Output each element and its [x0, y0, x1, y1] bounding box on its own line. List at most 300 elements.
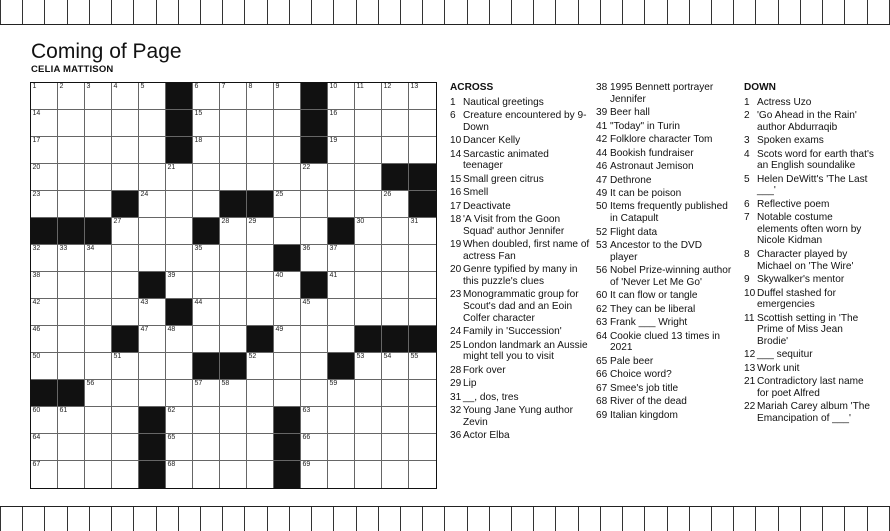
down-clue[interactable] [744, 212, 876, 247]
grid-cell[interactable] [58, 407, 85, 434]
black-square [382, 326, 409, 353]
grid-cell[interactable] [301, 326, 328, 353]
grid-cell[interactable] [31, 164, 58, 191]
black-square [58, 380, 85, 407]
clue-number: 19 [450, 239, 462, 251]
across-clue[interactable] [596, 107, 732, 119]
down-clue[interactable] [744, 313, 876, 348]
grid-cell[interactable] [274, 353, 301, 380]
across-clue[interactable] [596, 148, 732, 160]
grid-cell[interactable] [328, 461, 355, 488]
grid-cell[interactable] [382, 380, 409, 407]
down-clue[interactable] [744, 97, 876, 109]
grid-cell[interactable] [220, 434, 247, 461]
across-clue[interactable] [450, 135, 590, 147]
grid-cell[interactable] [112, 83, 139, 110]
cell-number: 19 [329, 137, 338, 144]
grid-cell[interactable] [301, 164, 328, 191]
grid-cell[interactable] [31, 110, 58, 137]
across-clue[interactable] [596, 240, 732, 263]
grid-cell[interactable] [382, 407, 409, 434]
grid-cell[interactable] [382, 110, 409, 137]
grid-cell[interactable] [31, 407, 58, 434]
cell-number: 17 [32, 137, 41, 144]
clue-number: 14 [450, 148, 462, 160]
grid-cell[interactable] [139, 245, 166, 272]
cell-number: 64 [32, 434, 41, 441]
grid-cell[interactable] [355, 407, 382, 434]
grid-cell[interactable] [355, 218, 382, 245]
grid-cell[interactable] [247, 164, 274, 191]
grid-cell[interactable] [58, 461, 85, 488]
grid-cell[interactable] [301, 407, 328, 434]
across-clue[interactable] [450, 201, 590, 213]
grid-cell[interactable] [328, 191, 355, 218]
grid-cell[interactable] [274, 110, 301, 137]
grid-cell[interactable] [220, 407, 247, 434]
grid-cell[interactable] [382, 353, 409, 380]
grid-cell[interactable] [139, 83, 166, 110]
cell-number: 69 [302, 461, 311, 468]
across-clue[interactable] [596, 161, 732, 173]
across-clue[interactable] [596, 175, 732, 187]
grid-cell[interactable] [328, 434, 355, 461]
clue-text: Choice word? [610, 369, 672, 381]
grid-cell[interactable] [355, 272, 382, 299]
grid-cell[interactable] [301, 191, 328, 218]
cell-number: 53 [356, 353, 365, 360]
grid-cell[interactable] [58, 164, 85, 191]
grid-cell[interactable] [220, 461, 247, 488]
grid-cell[interactable] [301, 299, 328, 326]
grid-cell[interactable] [247, 380, 274, 407]
grid-cell[interactable] [166, 272, 193, 299]
grid-cell[interactable] [328, 326, 355, 353]
across-clue[interactable] [596, 134, 732, 146]
grid-cell[interactable] [220, 218, 247, 245]
grid-cell[interactable] [355, 110, 382, 137]
across-clue[interactable] [596, 227, 732, 239]
across-clue[interactable] [450, 174, 590, 186]
grid-cell[interactable] [112, 434, 139, 461]
grid-cell[interactable] [382, 434, 409, 461]
across-clue[interactable] [596, 356, 732, 368]
grid-cell[interactable] [139, 191, 166, 218]
grid-cell[interactable] [31, 434, 58, 461]
grid-cell[interactable] [409, 407, 436, 434]
grid-cell[interactable] [409, 218, 436, 245]
grid-cell[interactable] [274, 272, 301, 299]
across-clue[interactable] [450, 392, 590, 404]
grid-cell[interactable] [31, 137, 58, 164]
clue-number: 68 [596, 396, 608, 408]
grid-cell[interactable] [247, 110, 274, 137]
clue-number: 63 [596, 317, 608, 329]
black-square [139, 272, 166, 299]
down-clue[interactable] [744, 288, 876, 311]
grid-cell[interactable] [193, 407, 220, 434]
across-clue[interactable] [450, 289, 590, 324]
clue-text: Cookie clued 13 times in 2021 [610, 330, 720, 354]
grid-cell[interactable] [139, 110, 166, 137]
grid-cell[interactable] [193, 299, 220, 326]
cell-number: 57 [194, 380, 203, 387]
grid-cell[interactable] [328, 83, 355, 110]
grid-cell[interactable] [220, 245, 247, 272]
cell-number: 50 [32, 353, 41, 360]
grid-cell[interactable] [409, 353, 436, 380]
grid-cell[interactable] [328, 110, 355, 137]
grid-cell[interactable] [58, 191, 85, 218]
grid-cell[interactable] [247, 353, 274, 380]
cell-number: 39 [167, 272, 176, 279]
clue-text: Helen DeWitt's 'The Last ___' [757, 173, 868, 197]
grid-cell[interactable] [139, 137, 166, 164]
grid-cell[interactable] [328, 272, 355, 299]
grid-cell[interactable] [166, 461, 193, 488]
grid-cell[interactable] [328, 137, 355, 164]
grid-cell[interactable] [31, 245, 58, 272]
grid-cell[interactable] [382, 137, 409, 164]
grid-cell[interactable] [301, 353, 328, 380]
grid-cell[interactable] [301, 434, 328, 461]
grid-cell[interactable] [85, 353, 112, 380]
across-clue[interactable] [596, 410, 732, 422]
grid-cell[interactable] [409, 272, 436, 299]
grid-cell[interactable] [193, 191, 220, 218]
black-square [274, 245, 301, 272]
grid-cell[interactable] [166, 407, 193, 434]
grid-cell[interactable] [166, 245, 193, 272]
grid-cell[interactable] [220, 164, 247, 191]
down-clue[interactable] [744, 401, 876, 424]
grid-cell[interactable] [247, 407, 274, 434]
grid-cell[interactable] [328, 299, 355, 326]
cell-number: 10 [329, 83, 338, 90]
down-clue[interactable] [744, 199, 876, 211]
grid-cell[interactable] [274, 164, 301, 191]
grid-cell[interactable] [220, 110, 247, 137]
across-clue[interactable] [450, 405, 590, 428]
grid-cell[interactable] [193, 83, 220, 110]
grid-cell[interactable] [166, 380, 193, 407]
across-clue[interactable] [450, 340, 590, 363]
grid-cell[interactable] [85, 191, 112, 218]
black-square [139, 407, 166, 434]
grid-cell[interactable] [274, 137, 301, 164]
clue-text: Nautical greetings [463, 96, 544, 108]
grid-cell[interactable] [85, 110, 112, 137]
grid-cell[interactable] [301, 380, 328, 407]
clue-text: Character played by Michael on 'The Wire' [757, 248, 854, 272]
grid-cell[interactable] [166, 164, 193, 191]
grid-cell[interactable] [112, 407, 139, 434]
grid-cell[interactable] [85, 326, 112, 353]
grid-cell[interactable] [85, 164, 112, 191]
cell-number: 21 [167, 164, 176, 171]
across-clue[interactable] [450, 110, 590, 133]
grid-cell[interactable] [274, 380, 301, 407]
grid-cell[interactable] [409, 83, 436, 110]
grid-cell[interactable] [112, 461, 139, 488]
cell-number: 1 [32, 83, 37, 90]
grid-cell[interactable] [328, 245, 355, 272]
grid-cell[interactable] [247, 218, 274, 245]
grid-cell[interactable] [112, 164, 139, 191]
grid-cell[interactable] [355, 164, 382, 191]
across-clue[interactable] [450, 365, 590, 377]
grid-cell[interactable] [301, 461, 328, 488]
grid-cell[interactable] [409, 461, 436, 488]
clue-text: Work unit [757, 362, 800, 374]
grid-cell[interactable] [355, 137, 382, 164]
grid-cell[interactable] [220, 83, 247, 110]
grid-cell[interactable] [58, 326, 85, 353]
grid-cell[interactable] [328, 164, 355, 191]
grid-cell[interactable] [247, 137, 274, 164]
cell-number: 62 [167, 407, 176, 414]
grid-cell[interactable] [166, 326, 193, 353]
grid-cell[interactable] [166, 218, 193, 245]
grid-cell[interactable] [193, 461, 220, 488]
across-clue[interactable] [450, 378, 590, 390]
grid-cell[interactable] [328, 407, 355, 434]
down-clue[interactable] [744, 274, 876, 286]
grid-cell[interactable] [85, 299, 112, 326]
grid-cell[interactable] [112, 245, 139, 272]
grid-cell[interactable] [139, 380, 166, 407]
grid-cell[interactable] [409, 299, 436, 326]
grid-cell[interactable] [112, 353, 139, 380]
across-clue[interactable] [450, 214, 590, 237]
across-clue[interactable] [596, 369, 732, 381]
across-clue[interactable] [596, 290, 732, 302]
clue-text: Mariah Carey album 'The Emancipation of ___' [757, 401, 871, 424]
grid-cell[interactable] [85, 137, 112, 164]
grid-cell[interactable] [355, 245, 382, 272]
grid-cell[interactable] [139, 326, 166, 353]
across-clue[interactable] [596, 383, 732, 395]
clue-number: 3 [744, 135, 750, 147]
down-clue[interactable] [744, 110, 876, 133]
grid-cell[interactable] [139, 299, 166, 326]
grid-cell[interactable] [274, 299, 301, 326]
across-clue[interactable] [450, 149, 590, 172]
cell-number: 48 [167, 326, 176, 333]
across-clue[interactable] [450, 430, 590, 442]
grid-cell[interactable] [58, 110, 85, 137]
clue-text: __, dos, tres [463, 391, 519, 403]
grid-cell[interactable] [85, 83, 112, 110]
grid-cell[interactable] [355, 434, 382, 461]
cell-number: 31 [410, 218, 419, 225]
grid-cell[interactable] [85, 434, 112, 461]
down-clue[interactable] [744, 349, 876, 361]
grid-cell[interactable] [166, 434, 193, 461]
grid-cell[interactable] [409, 137, 436, 164]
down-clue[interactable] [744, 376, 876, 399]
grid-cell[interactable] [193, 110, 220, 137]
grid-cell[interactable] [58, 272, 85, 299]
cell-number: 66 [302, 434, 311, 441]
grid-cell[interactable] [112, 272, 139, 299]
across-clue[interactable] [450, 326, 590, 338]
across-clue[interactable] [450, 239, 590, 262]
black-square [247, 326, 274, 353]
across-clue[interactable] [450, 97, 590, 109]
grid-cell[interactable] [193, 164, 220, 191]
grid-cell[interactable] [328, 380, 355, 407]
crossword-grid [30, 82, 437, 489]
grid-cell[interactable] [355, 380, 382, 407]
clue-text: 1995 Bennett portrayer Jennifer [610, 82, 714, 105]
black-square [247, 191, 274, 218]
grid-cell[interactable] [247, 272, 274, 299]
grid-cell[interactable] [247, 83, 274, 110]
grid-cell[interactable] [382, 299, 409, 326]
across-clue[interactable] [596, 317, 732, 329]
grid-cell[interactable] [247, 245, 274, 272]
clue-number: 39 [596, 107, 608, 119]
across-clue[interactable] [596, 121, 732, 133]
grid-cell[interactable] [355, 191, 382, 218]
grid-cell[interactable] [274, 83, 301, 110]
grid-cell[interactable] [193, 245, 220, 272]
grid-cell[interactable] [355, 83, 382, 110]
across-clue[interactable] [596, 82, 732, 105]
across-clue[interactable] [450, 264, 590, 287]
across-clue[interactable] [596, 188, 732, 200]
grid-cell[interactable] [31, 461, 58, 488]
across-clue[interactable] [596, 201, 732, 224]
grid-cell[interactable] [31, 272, 58, 299]
across-clue[interactable] [596, 396, 732, 408]
grid-cell[interactable] [274, 326, 301, 353]
grid-cell[interactable] [301, 218, 328, 245]
clue-number: 20 [450, 264, 462, 276]
grid-cell[interactable] [58, 353, 85, 380]
grid-cell[interactable] [112, 218, 139, 245]
down-clue[interactable] [744, 249, 876, 272]
grid-cell[interactable] [382, 191, 409, 218]
grid-cell[interactable] [220, 272, 247, 299]
down-clue[interactable] [744, 363, 876, 375]
grid-cell[interactable] [382, 272, 409, 299]
grid-cell[interactable] [220, 137, 247, 164]
down-clue[interactable] [744, 135, 876, 147]
grid-cell[interactable] [193, 380, 220, 407]
grid-cell[interactable] [58, 299, 85, 326]
grid-cell[interactable] [85, 272, 112, 299]
cell-number: 22 [302, 164, 311, 171]
across-clues-column-2 [596, 82, 732, 423]
bottom-border [0, 506, 890, 531]
clue-number: 6 [744, 198, 750, 210]
clue-number: 1 [450, 96, 456, 108]
grid-cell[interactable] [274, 191, 301, 218]
grid-cell[interactable] [355, 353, 382, 380]
grid-cell[interactable] [409, 245, 436, 272]
clue-text: Folklore character Tom [610, 134, 713, 146]
black-square [139, 434, 166, 461]
grid-cell[interactable] [220, 326, 247, 353]
grid-cell[interactable] [31, 326, 58, 353]
grid-cell[interactable] [58, 83, 85, 110]
grid-cell[interactable] [85, 245, 112, 272]
clue-text: 'A Visit from the Goon Squad' author Jennifer [463, 214, 565, 237]
clue-text: Items frequently published in Catapult [610, 201, 728, 225]
grid-cell[interactable] [31, 191, 58, 218]
grid-cell[interactable] [31, 353, 58, 380]
grid-cell[interactable] [247, 461, 274, 488]
grid-cell[interactable] [247, 299, 274, 326]
clue-number: 42 [596, 134, 608, 146]
grid-cell[interactable] [193, 434, 220, 461]
grid-cell[interactable] [166, 353, 193, 380]
clue-text: River of the dead [610, 396, 687, 408]
grid-cell[interactable] [220, 299, 247, 326]
grid-cell[interactable] [355, 461, 382, 488]
grid-cell[interactable] [409, 380, 436, 407]
grid-cell[interactable] [58, 434, 85, 461]
grid-cell[interactable] [382, 245, 409, 272]
grid-cell[interactable] [193, 137, 220, 164]
grid-cell[interactable] [58, 245, 85, 272]
clue-text: Notable costume elements often worn by Nicole Kidman [757, 212, 862, 247]
down-clue[interactable] [744, 174, 876, 197]
grid-cell[interactable] [220, 380, 247, 407]
grid-cell[interactable] [139, 353, 166, 380]
clue-number: 2 [744, 110, 750, 122]
grid-cell[interactable] [85, 461, 112, 488]
grid-cell[interactable] [139, 164, 166, 191]
grid-cell[interactable] [112, 110, 139, 137]
grid-cell[interactable] [193, 272, 220, 299]
clue-text: Beer hall [610, 107, 650, 119]
clue-text: Flight data [610, 226, 658, 238]
grid-cell[interactable] [139, 218, 166, 245]
grid-cell[interactable] [409, 110, 436, 137]
grid-cell[interactable] [409, 434, 436, 461]
across-clue[interactable] [450, 187, 590, 199]
across-clue[interactable] [596, 304, 732, 316]
clue-number: 4 [744, 148, 750, 160]
grid-cell[interactable] [85, 380, 112, 407]
grid-cell[interactable] [382, 461, 409, 488]
down-clue[interactable] [744, 149, 876, 172]
grid-cell[interactable] [58, 137, 85, 164]
grid-cell[interactable] [112, 299, 139, 326]
across-clue[interactable] [596, 331, 732, 354]
grid-cell[interactable] [382, 218, 409, 245]
grid-cell[interactable] [31, 83, 58, 110]
grid-cell[interactable] [274, 218, 301, 245]
clue-number: 22 [744, 401, 756, 413]
grid-cell[interactable] [31, 299, 58, 326]
cell-number: 27 [113, 218, 122, 225]
grid-cell[interactable] [247, 434, 274, 461]
across-clue[interactable] [596, 265, 732, 288]
grid-cell[interactable] [166, 191, 193, 218]
black-square [382, 164, 409, 191]
grid-cell[interactable] [355, 299, 382, 326]
grid-cell[interactable] [193, 326, 220, 353]
grid-cell[interactable] [112, 137, 139, 164]
grid-cell[interactable] [112, 380, 139, 407]
grid-cell[interactable] [301, 245, 328, 272]
grid-cell[interactable] [382, 83, 409, 110]
grid-cell[interactable] [85, 407, 112, 434]
